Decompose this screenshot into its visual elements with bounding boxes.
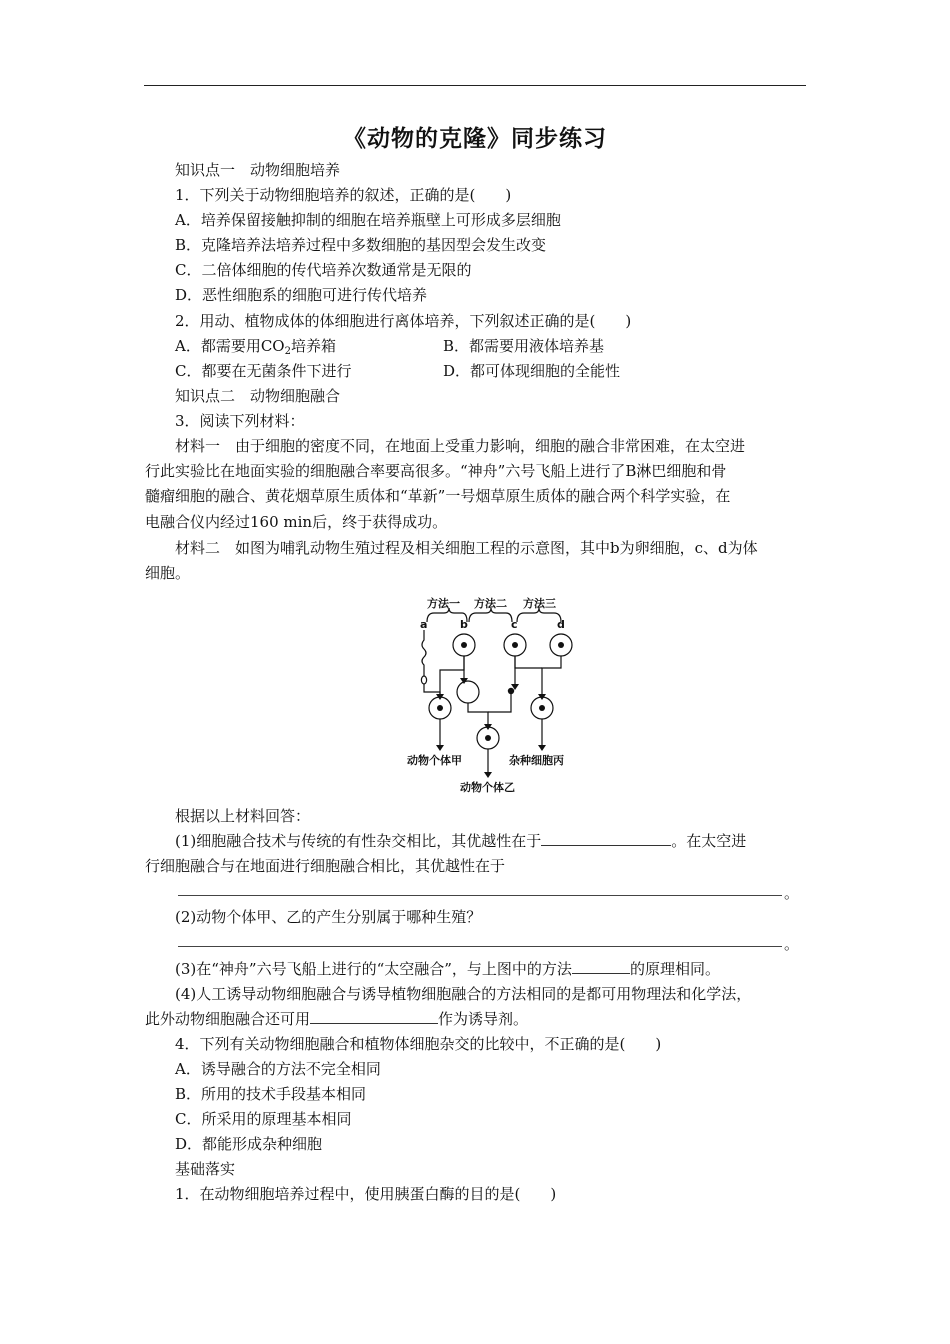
question-1-option-d: D．恶性细胞系的细胞可进行传代培养 <box>175 286 428 304</box>
question-4-option-d: D．都能形成杂种细胞 <box>175 1135 323 1153</box>
label-hybrid-cell: 杂种细胞丙 <box>509 754 564 767</box>
answer-blank-2[interactable] <box>178 895 782 896</box>
label-method-3: 方法三 <box>523 597 556 610</box>
part-1-line-2: 行细胞融合与在地面进行细胞融合相比，其优越性在于 <box>145 857 506 875</box>
answer-blank-4[interactable] <box>572 960 630 974</box>
question-1-option-b: B．克隆培养法培养过程中多数细胞的基因型会发生改变 <box>175 236 547 254</box>
part-1-line-1: (1)细胞融合技术与传统的有性杂交相比，其优越性在于 。在太空进 <box>175 832 747 850</box>
nucleus-b <box>461 642 467 648</box>
basic-question-1-stem: 1．在动物细胞培养过程中，使用胰蛋白酶的目的是( ) <box>175 1185 557 1203</box>
question-1-stem: 1．下列关于动物细胞培养的叙述，正确的是( ) <box>175 186 512 204</box>
period-1: 。 <box>784 884 800 902</box>
label-b: b <box>460 618 468 631</box>
label-a: a <box>420 618 428 631</box>
material-1-line-4: 电融合仪内经过160 min后，终于获得成功。 <box>145 513 448 531</box>
header-rule <box>144 85 806 86</box>
question-4-option-b: B．所用的技术手段基本相同 <box>175 1085 367 1103</box>
section-heading-3: 基础落实 <box>175 1160 236 1178</box>
part-4-line-2: 此外动物细胞融合还可用 作为诱导剂。 <box>145 1010 529 1028</box>
material-1-line-2: 行此实验比在地面实验的细胞融合率要高很多。“神舟”六号飞船上进行了B淋巴细胞和骨 <box>145 462 727 480</box>
nucleus-d <box>558 642 564 648</box>
label-animal-b: 动物个体乙 <box>460 781 515 794</box>
answer-blank-5[interactable] <box>310 1010 438 1024</box>
page-title: 《动物的克隆》同步练习 <box>343 126 607 152</box>
sperm-tail <box>422 630 426 676</box>
label-animal-a: 动物个体甲 <box>407 754 462 767</box>
answer-blank-3[interactable] <box>178 946 782 947</box>
nucleus-reconstructed <box>485 735 491 741</box>
question-2-option-d: D．都可体现细胞的全能性 <box>443 362 621 380</box>
question-2-stem: 2．用动、植物成体的体细胞进行离体培养，下列叙述正确的是( ) <box>175 312 632 330</box>
section-heading-2: 知识点二 动物细胞融合 <box>175 387 341 405</box>
period-2: 。 <box>784 935 800 953</box>
question-4-stem: 4．下列有关动物细胞融合和植物体细胞杂交的比较中，不正确的是( ) <box>175 1035 662 1053</box>
donor-nucleus <box>508 688 514 694</box>
question-4-option-c: C．所采用的原理基本相同 <box>175 1110 352 1128</box>
enucleated-cell <box>457 681 479 703</box>
nucleus-zygote <box>437 705 443 711</box>
question-2-option-a: A．都需要用$CO_2$培养箱 <box>175 337 336 357</box>
label-c: c <box>511 618 518 631</box>
question-4-option-a: A．诱导融合的方法不完全相同 <box>175 1060 381 1078</box>
label-d: d <box>557 618 565 631</box>
question-2-option-c: C．都要在无菌条件下进行 <box>175 362 352 380</box>
material-2-line-2: 细胞。 <box>145 564 191 582</box>
question-1-option-c: C．二倍体细胞的传代培养次数通常是无限的 <box>175 261 472 279</box>
label-method-2: 方法二 <box>474 597 507 610</box>
nucleus-c <box>512 642 518 648</box>
question-2-option-b: B．都需要用液体培养基 <box>443 337 605 355</box>
question-1-option-a: A．培养保留接触抑制的细胞在培养瓶壁上可形成多层细胞 <box>175 211 561 229</box>
sperm-head <box>421 676 426 684</box>
answer-intro: 根据以上材料回答： <box>175 807 311 825</box>
reproduction-diagram <box>395 590 585 800</box>
part-3: (3)在“神舟”六号飞船上进行的“太空融合”，与上图中的方法 的原理相同。 <box>175 960 720 978</box>
brace-method-2 <box>469 608 512 622</box>
material-2-line-1: 材料二 如图为哺乳动物生殖过程及相关细胞工程的示意图，其中b为卵细胞，c、d为体 <box>175 539 758 557</box>
brace-method-3 <box>517 608 561 622</box>
material-1-line-3: 髓瘤细胞的融合、黄花烟草原生质体和“革新”一号烟草原生质体的融合两个科学实验，在 <box>145 487 731 505</box>
answer-blank-1[interactable] <box>541 832 671 846</box>
material-1-line-1: 材料一 由于细胞的密度不同，在地面上受重力影响，细胞的融合非常困难，在太空进 <box>175 437 746 455</box>
part-2: (2)动物个体甲、乙的产生分别属于哪种生殖？ <box>175 908 482 926</box>
question-3-stem: 3．阅读下列材料： <box>175 412 305 430</box>
label-method-1: 方法一 <box>427 597 460 610</box>
part-4-line-1: (4)人工诱导动物细胞融合与诱导植物细胞融合的方法相同的是都可用物理法和化学法， <box>175 985 752 1003</box>
nucleus-hybrid <box>539 705 545 711</box>
section-heading-1: 知识点一 动物细胞培养 <box>175 161 341 179</box>
